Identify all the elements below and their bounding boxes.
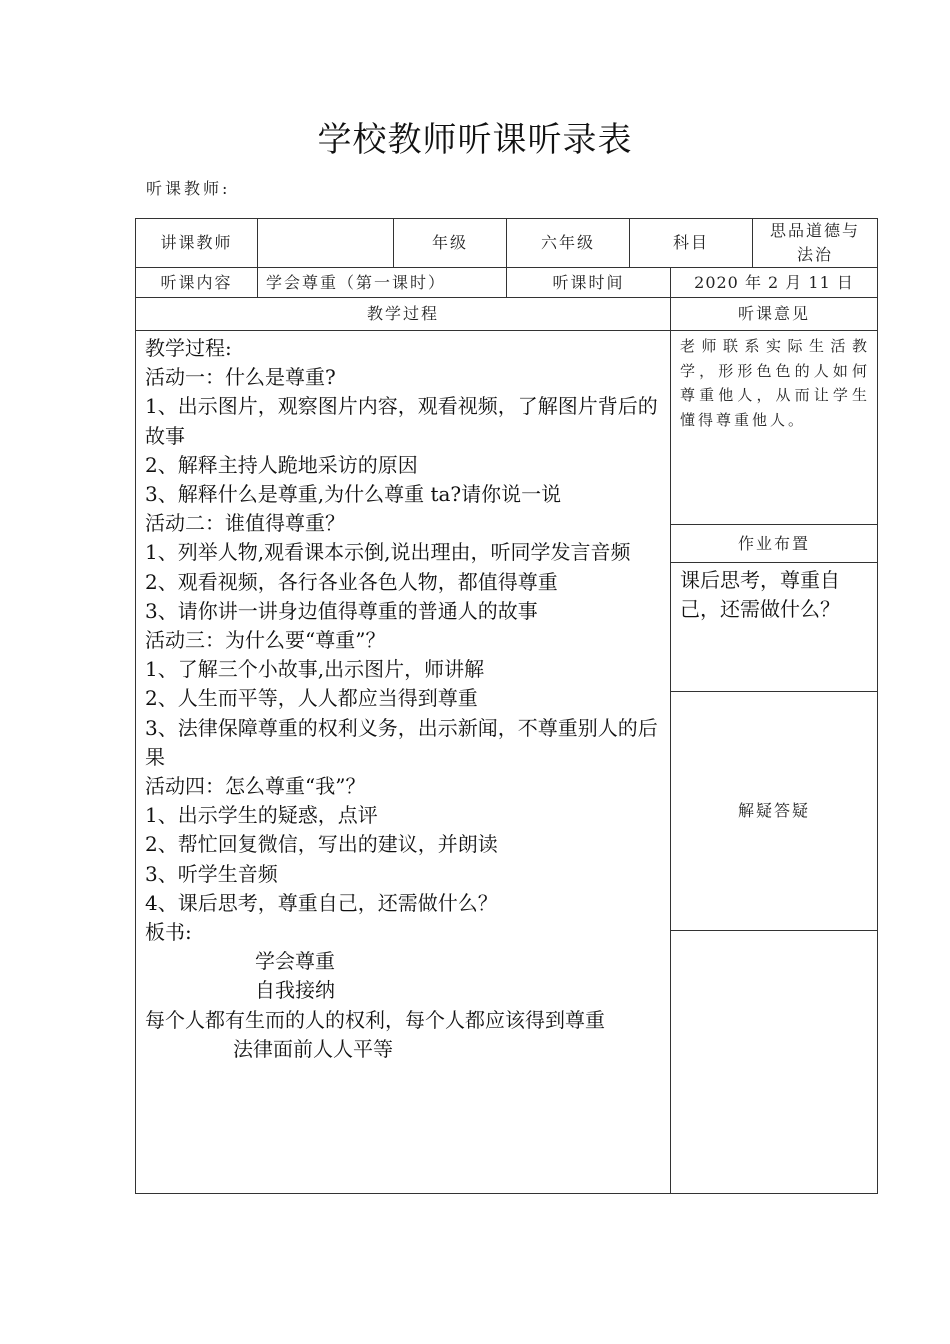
time-label: 听课时间 <box>552 272 625 292</box>
process-line: 3、听学生音频 <box>145 861 278 886</box>
homework-header: 作业布置 <box>737 533 810 553</box>
page-title: 学校教师听课听录表 <box>317 120 633 160</box>
process-line: 活动一：什么是尊重? <box>145 365 336 390</box>
subject-label: 科目 <box>672 233 709 252</box>
process-line: 4、课后思考，尊重自己，还需做什么？ <box>145 890 498 915</box>
grade-label: 年级 <box>431 233 468 252</box>
opinion-header: 听课意见 <box>737 304 810 323</box>
process-line: 1、列举人物,观看课本示倒,说出理由，听同学发言音频 <box>145 540 631 565</box>
process-header: 教学过程 <box>366 304 439 323</box>
process-line: 活动四：怎么尊重“我”？ <box>145 774 366 799</box>
board-line: 每个人都有生而的人的权利，每个人都应该得到尊重 <box>145 1007 605 1032</box>
process-line: 板书: <box>145 920 192 945</box>
qa-header: 解疑答疑 <box>737 801 810 820</box>
process-line: 教学过程: <box>145 336 232 360</box>
content-value: 学会尊重（第一课时） <box>266 272 447 292</box>
process-line: 3、法律保障尊重的权利义务，出示新闻，不尊重别人的后果 <box>145 715 658 769</box>
homework-text: 课后思考，尊重自己，还需做什么？ <box>680 568 840 621</box>
lecturer-label: 讲课教师 <box>160 233 233 252</box>
process-line: 2、解释主持人跪地采访的原因 <box>145 452 418 477</box>
board-line: 法律面前人人平等 <box>233 1036 393 1061</box>
subject-value <box>753 219 877 267</box>
content-label: 听课内容 <box>160 272 233 292</box>
lecturer-value <box>258 219 393 267</box>
process-line: 3、解释什么是尊重,为什么尊重 ta?请你说一说 <box>145 482 562 507</box>
process-line: 1、出示图片，观察图片内容，观看视频，了解图片背后的故事 <box>145 394 658 448</box>
board-line: 学会尊重 <box>255 949 335 974</box>
time-value: 2020 年 2 月 11 日 <box>694 272 854 292</box>
board-line: 自我接纳 <box>255 978 335 1003</box>
process-line: 2、帮忙回复微信，写出的建议，并朗读 <box>145 832 498 857</box>
teaching-process <box>145 334 667 1064</box>
opinion-text: 老师联系实际生活教学，形形色色的人如何尊重他人，从而让学生懂得尊重他人。 <box>680 337 870 429</box>
subject-value-line1: 思品道德与 <box>769 221 860 240</box>
subject-value-line2: 法治 <box>796 245 833 264</box>
process-line: 活动三：为什么要“尊重”？ <box>145 628 386 653</box>
process-line: 2、观看视频，各行各业各色人物，都值得尊重 <box>145 569 558 594</box>
process-line: 1、了解三个小故事,出示图片，师讲解 <box>145 657 485 682</box>
process-line: 活动二：谁值得尊重？ <box>145 511 345 536</box>
grade-value: 六年级 <box>540 233 595 252</box>
process-line: 3、请你讲一讲身边值得尊重的普通人的故事 <box>145 598 538 623</box>
process-line: 2、人生而平等，人人都应当得到尊重 <box>145 686 478 711</box>
observer-label: 听课教师: <box>146 179 231 198</box>
process-line: 1、出示学生的疑惑，点评 <box>145 803 378 828</box>
